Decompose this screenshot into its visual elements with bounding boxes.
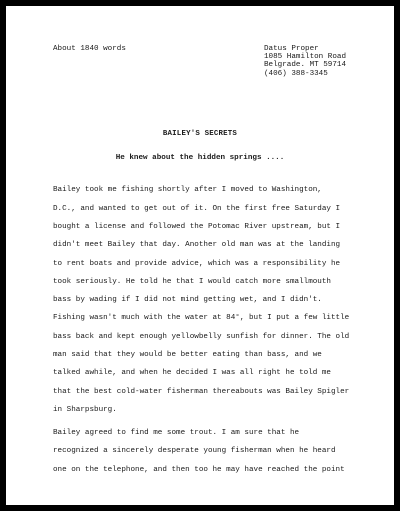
body-line: man said that they would be better eating than bass, and we [53,351,322,359]
body-line: to rent boats and provide advice, which was a responsibility he [53,260,341,268]
body-line: bought a license and followed the Potomac River upstream, but I [53,223,341,231]
body-line: that the best cold-water fisherman thereabouts was Bailey Spigler [53,388,350,396]
document-subtitle: He knew about the hidden springs .... [115,154,285,162]
body-line: Bailey agreed to find me some trout. I am sure that he [53,429,300,437]
document-title: BAILEY'S SECRETS [162,130,238,138]
word-count: About 1840 words [53,45,126,53]
body-line: talked awhile, and when he decided I was all right he told me [53,369,331,377]
body-line: Fishing wasn't much with the water at 84°, but I put a few little [53,314,350,322]
body-line: bass back and kept enough yellowbelly sunfish for dinner. The old [53,333,350,341]
document-page [6,6,394,505]
body-line: took seriously. He told he that I would catch more smallmouth [53,278,331,286]
body-line: one on the telephone, and then too he may have reached the point [53,466,345,474]
author-name: Datus Proper [264,45,319,53]
body-line: in Sharpsburg. [53,406,117,414]
body-line: didn't meet Bailey that day. Another old man was at the landing [53,241,341,249]
body-line: recognized a sincerely desperate young fisherman when he heard [53,447,336,455]
author-street: 1085 Hamilton Road [264,53,347,62]
body-line: Bailey took me fishing shortly after I moved to Washington, [53,186,322,194]
author-phone: (406) 388-3345 [264,69,328,78]
author-address-block [264,45,346,78]
body-line: bass by wading if I did not mind getting wet, and I didn't. [53,296,322,304]
body-line: D.C., and wanted to get out of it. On the first free Saturday I [53,205,341,213]
author-city: Belgrade. MT 59714 [264,61,347,70]
